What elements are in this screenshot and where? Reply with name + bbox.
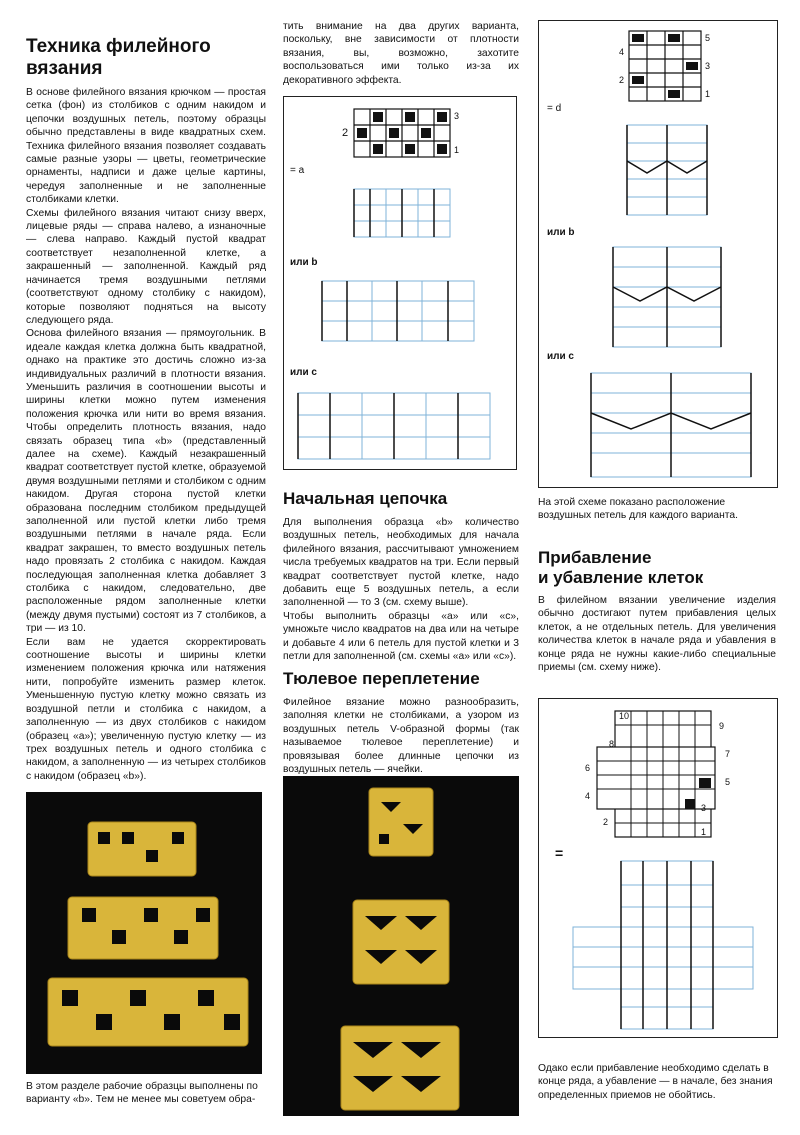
title-line-2: вязания: [26, 58, 103, 79]
row-num-2: 2: [342, 127, 349, 139]
middle-intro-text: тить внимание на два других варианта, поскольку, вне зависимости от плотности вязания, вы, возможно, захотите воспользоваться ими только из-за их декоративного эффекта.: [283, 21, 519, 86]
diagram-box-right: [538, 20, 778, 488]
tulle-paragraph: Филейное вязание можно разнообразить, заполняя клетки не столбиками, а узором из воздушных петель V-образной формы (так называемое тюлевое переплетение) и провязывая более длинные цепочки из воздушных петель — ячейки.: [283, 697, 519, 776]
grid-num-10: 10: [619, 711, 630, 721]
right-row-4: 4: [619, 47, 625, 57]
section-title-tulle: Тюлевое переплетение: [283, 669, 480, 688]
title-line-1: Прибавление: [538, 548, 652, 567]
middle-intro: [283, 20, 519, 87]
label-or-c-right: или c: [547, 351, 574, 362]
grid-num-1: 1: [701, 827, 707, 837]
middle-section-2: [283, 668, 519, 776]
label-or-b: или b: [290, 257, 318, 268]
title-line-1: Техника филейного: [26, 36, 211, 57]
label-or-c: или c: [290, 367, 317, 378]
chain-paragraph-2: Чтобы выполнить образцы «a» или «c», умножьте число квадратов на два или на четыре и добавьте 4 или 6 петель для пустой клетки и 3 петли для заполненной (см. схемы «a» или «c»).: [283, 610, 519, 663]
crochet-swatches-illustration: [26, 792, 262, 1074]
right-row-3: 3: [705, 61, 711, 71]
section-title-increase: [538, 548, 776, 588]
title-line-2: и убавление клеток: [538, 568, 704, 587]
paragraph-3: Основа филейного вязания — прямоугольник. В идеале каждая клетка должна быть квадратной, однако на практике это достичь сложно из-за индивидуальных различий в плотности вязания. Уменьшить различия в соотношении высоты и ширины клетки можно путем изменения положения крючка или нити во время вязания. Чтобы определить плотность вязания, надо связать образец типа «b» (представленный далее на схеме). Каждый незакрашенный квадрат соответствует пустой клетке, образуемой двумя воздушными петлями и столбиком с одним накидом. Другая сторона пустой клетки образована последним столбиком предыдущей заполненной или пустой клетки либо тремя воздушными петлями в начале ряда. Если квадрат закрашен, то вместо воздушных петель надо провязать 2 столбика с накидом. Каждая последующая заполненная клетка добавляет 3 столбика с накидом, следовательно, две расположенные рядом заполненные клетки (между двумя пустыми) состоят из 7 столбиков, а три — из 10.: [26, 328, 266, 635]
tulle-stitch-diagrams: [539, 21, 777, 487]
grid-num-5: 5: [725, 777, 731, 787]
label-eq-d: = d: [547, 103, 562, 114]
middle-section-1: [283, 488, 519, 663]
label-eq-a: = a: [290, 165, 305, 176]
grid-num-6: 6: [585, 763, 591, 773]
row-num-1: 1: [454, 145, 460, 155]
increase-paragraph: В филейном вязании увеличение изделия обычно достигают путем прибавления целых клеток, а не отдельных петель. Для увеличения количества клеток в начале ряда и убавления в конце ряда не нужны какие-либо специальные приемы (см. схему ниже).: [538, 595, 776, 674]
caption-left: В этом разделе рабочие образцы выполнены по варианту «b». Тем не менее мы советуем обра-: [26, 1081, 258, 1106]
diagram-box-middle: [283, 96, 517, 470]
grid-num-7: 7: [725, 749, 731, 759]
right-section: [538, 548, 776, 674]
grid-num-4: 4: [585, 791, 591, 801]
paragraph-2: Схемы филейного вязания читают снизу вверх, лицевые ряды — справа налево, а изнаночные — слева направо. Каждый пустой квадрат соответствует незаполненной клетке, а закрашенный — заполненной. Каждый ряд начинается тремя воздушными петлями (соответствуют одному столбику с накидом), которые позволяют подняться на высоту следующего ряда.: [26, 207, 266, 326]
filet-stitch-diagrams: [284, 97, 516, 469]
row-num-3: 3: [454, 111, 460, 121]
photo-swatches-middle: [283, 776, 519, 1116]
tulle-swatches-illustration: [283, 776, 519, 1116]
caption-right-1: На этой схеме показано расположение воздушных петель для каждого варианта.: [538, 497, 738, 522]
grid-num-3: 3: [701, 803, 707, 813]
paragraph-1: В основе филейного вязания крючком — простая сетка (фон) из столбиков с одним накидом и цепочки воздушных петель, поэтому образцы обычно представлены в виде квадратных схем. Техника филейного вязания позволяет создавать самые разные узоры — цветы, геометрические орнаменты, надписи и даже целые картины, чередуя заполненные и не заполненные столбиками клетки.: [26, 87, 266, 206]
caption-right-2: Одако если прибавление необходимо сделать в конце ряда, а убавление — в начале, без знания определенных приемов не обойтись.: [538, 1063, 773, 1101]
section-title-chain: Начальная цепочка: [283, 489, 448, 508]
left-column: [26, 36, 266, 783]
section-title-filet: [26, 36, 266, 80]
right-row-1: 1: [705, 89, 711, 99]
right-row-2: 2: [619, 75, 625, 85]
grid-num-9: 9: [719, 721, 725, 731]
grid-num-2: 2: [603, 817, 609, 827]
right-row-5: 5: [705, 33, 711, 43]
increase-decrease-chart: [539, 699, 777, 1037]
diagram-box-increase: [538, 698, 778, 1038]
label-or-b-right: или b: [547, 227, 575, 238]
photo-swatches-left: [26, 792, 262, 1074]
equals-sign: =: [555, 845, 564, 861]
paragraph-4: Если вам не удается скорректировать соотношение высоты и ширины клетки изменением положения крючка или натяжения нити, попробуйте изменить размер клеток. Уменьшенную пустую клетку можно связать из воздушной петли и столбика с накидом, а заполненную — из двух столбиков с накидом (образец «а»); увеличенную пустую клетку — из трех воздушных петель и одного столбика с накидом, а заполненную — из четырех столбиков с накидом (образец «b»).: [26, 636, 266, 782]
grid-num-8: 8: [609, 739, 615, 749]
chain-paragraph-1: Для выполнения образца «b» количество воздушных петель, необходимых для начала филейного вязания, рассчитывают умножением числа требуемых квадратов на три. Если первый квадрат соответствует пустой клетке, надо добавить еще 5 воздушных петель, а если заполненной — то 3 (см. схему выше).: [283, 517, 519, 609]
